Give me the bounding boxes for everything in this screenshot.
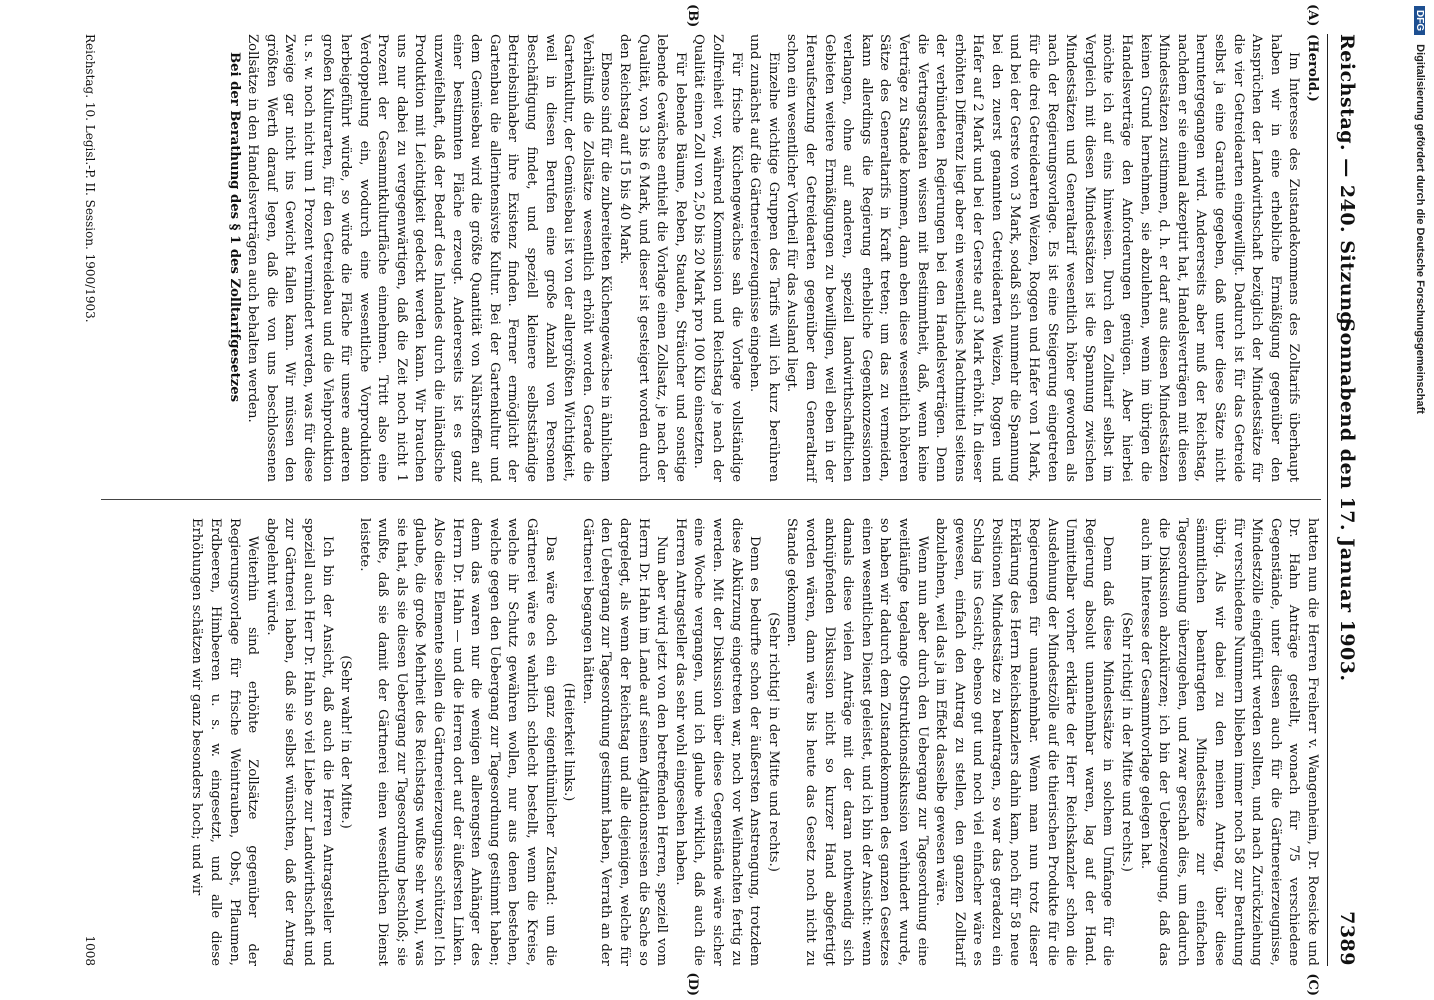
paragraph: Nun aber wird jetzt von den betreffenden Herren, speziell vom Herrn Dr. Hahn im Lande auf seinen Agitationsreisen die Sache so dargelegt, als wenn der Reichstag und alle diejenigen, welche für den Uebergang zur Tagesordnung gestimmt haben, Verrath an der Gärtnerei begangen hätten. [579,518,670,966]
interjection: (Sehr richtig! in der Mitte und rechts.) [1119,612,1135,872]
page-number: 7389 [1336,911,1358,966]
dfg-logo-badge: DFG [1414,6,1425,35]
paragraph: Ebenso sind für die zubereiteten Küchengewächse in ähnlichem Verhältniß die Zollsätze wesentlich erhöht worden. Gerade die Gartenkultur, der Gemüsebau ist von der allergrößten Wichtigkeit, weil in diesen Berufen eine große Anzahl von Personen Beschäftigung findet, und speziell kleinere selbstständige Betriebsinhaber ihre Existenz finden. Ferner ermöglicht der Gartenbau die allerintensivste Kultur. Bei der Gartenkultur und dem Gemüsebau wird die größte Quantität von Nährstoffen auf einer bestimmten Fläche erzeugt. Andererseits ist es ganz unzweifelhaft, daß der Bedarf des Inlandes durch die inländische Produktion mit Leichtigkeit gedeckt werden kann. Wir brauchen uns nur dabei zu vergegenwärtigen, daß die Zeit noch nicht 1 Prozent der Gesammtkulturfläche einnehmen. Tritt also eine Verdoppelung ein, wodurch eine wesentliche Vorproduktion herbeigeführt würde, so würde die Fläche für unsere anderen großen Kulturarten, für den Getreidebau und die Viehproduktion u. s. w. noch nicht um 1 Prozent vermindert werden, was für diese Zweige gar nicht ins Gewicht fallen kann. Wir müssen den größten Werth darauf legen, daß die von uns beschlossenen Zollsätze in den Handelsverträgen auch behalten werden. [245,34,614,482]
header-session: Reichstag. — 240. Sitzung. [1336,34,1358,333]
paragraph: Wenn nun aber durch den Uebergang zur Tagesordnung eine weitläufige tagelange Obstruktionsdiskussion verhindert wurde, so haben wir dadurch dem Zustandekommen des ganzen Gesetzes einen wesentlichen Dienst geleistet, und ich bin der Ansicht: wenn damals diese vielen Anträge mit der daran nothwendig sich anknüpfenden Diskussion nicht so kurzer Hand abgefertigt worden wären, dann wäre bis heute das Gesetz noch nicht zu Stande gekommen. [784,518,930,966]
digitization-note-text: Digitalisierung gefördert durch die Deutsche Forschungsgemeinschaft [1414,44,1426,414]
paragraph: Ich bin der Ansicht, daß auch die Herren Antragsteller und speziell auch Herr Dr. Hahn so viel Liebe zur Landwirthschaft und zur Gärtnerei haben, daß sie selbst wünschten, daß der Antrag abgelehnt würde. [263,518,335,966]
footer-source: Reichstag. 10. Legisl.-P. II. Session. 1900/1903. [83,34,97,323]
interjection: (Sehr wahr! in der Mitte.) [338,655,354,829]
text-columns [101,4,1321,996]
page-header [1332,34,1362,966]
footer-sheet-number: 1008 [83,935,97,966]
digitization-note [1410,6,1426,986]
paragraph: Für frische Küchengewächse sah die Vorlage vollständige Zollfreiheit vor, während Kommission und Reichstag je nach der Qualität einen Zoll von 2,50 bis 20 Mark pro 100 Kilo einsetzten. [691,34,744,482]
margin-marker-a: (A) [1305,4,1320,27]
interjection: (Sehr richtig! in der Mitte und rechts.) [765,612,781,872]
paragraph: Denn es bedurfte schon der äußersten Anstrengung, trotzdem diese Abkürzung eingetreten war, noch vor Weihnachten fertig zu werden. Mit der Diskussion über diese Gegenstände wäre sicher eine Woche vergangen, und ich glaube wirklich, daß auch die Herren Antragsteller das sehr wohl eingesehen haben. [672,518,763,966]
left-column [101,4,1321,482]
paragraph: Im Interesse des Zustandekommens des Zolltarifs überhaupt haben wir in eine erhebliche Ermäßigung gegenüber den Ansprüchen der Landwirthschaft bezüglich der Mindestsätze für die vier Getreidearten eingewilligt. Dadurch ist für das Getreide selbst ja eine Garantie gegeben, daß unter diese Sätze nicht heruntergegangen wird. Andererseits aber muß der Reichstag, nachdem er sie einmal akzeptirt hat, Handelsverträgen mit diesen Mindestsätzen zustimmen, d. h. er darf aus diesen Mindestsätzen keinen Grund hernehmen, sie abzulehnen, wenn im übrigen die Handelsverträge den Anforderungen genügen. Aber hierbei möchte ich auf eins hinweisen. Durch den Zolltarif selbst im Vergleich mit diesen Mindestsätzen ist die Spannung zwischen Mindestsätzen und Generaltarif wesentlich höher geworden als nach der Regierungsvorlage. Es ist eine Steigerung eingetreten für die drei Getreidearten Weizen, Roggen und Hafer von 1 Mark, und bei der Gerste von 3 Mark, sodaß sich nunmehr die Spannung bei den zuerst genannten Getreidearten Weizen, Roggen und Hafer auf 2 Mark und bei der Gerste auf 3 Mark erhöht. In dieser erhöhten Differenz liegt aber ein wesentliches Machtmittel seitens der verbündeten Regierungen bei den Handelsverträgen. Denn die Vertragsstaaten wissen mit Bestimmtheit, daß, wenn keine Verträge zu Stande kommen, dann eben diese wesentlich höheren Sätze des Generaltarifs in Kraft treten; um das zu vermeiden, kann allerdings die Regierung erhebliche Gegenkonzessionen verlangen, ohne auf anderen, speziell landwirthschaftlichen Gebieten weitere Ermäßigungen zu bewilligen, weil eben in der Heraufsetzung der Getreidearten gegenüber dem Generaltarif schon ein wesentlicher Vortheil für das Ausland liegt. [784,34,1302,482]
right-column [101,518,1321,996]
header-date: Sonnabend den 17. Januar 1903. [1336,318,1358,682]
paragraph: Das wäre doch ein ganz eigenthümlicher Zustand: um die Gärtnerei wäre es wahrlich schlecht bestellt, wenn die Kreise, welche ihr Schutz gewähren wollen, nur aus denen bestehen, welche gegen den Uebergang zur Tagesordnung gestimmt haben; denn das waren nur die wenigen allerengsten Anhänger des Herrn Dr. Hahn — und die Herren dort auf der äußersten Linken. Also diese Elemente sollen die Gärtnereierzeugnisse schützen! Ich glaube, die große Mehrheit des Reichstags wußte sehr wohl, was sie that, als sie diesen Uebergang zur Tagesordnung beschloß; sie wußte, daß sie damit der Gärtnerei einen wesentlichen Dienst leistete. [356,518,558,966]
column-divider [101,499,1321,500]
speaker-label: (Herold.) [1305,34,1320,102]
paragraph: Weiterhin sind erhöhte Zollsätze gegenüber der Regierungsvorlage für frische Weintrauben, Obst, Pflaumen, Erdbeeren, Himbeeren u. s. w. eingesetzt, und alle diese Erhöhungen schätzen wir ganz besonders hoch; und wir [189,518,261,966]
margin-marker-d: (D) [685,972,700,996]
margin-marker-b: (B) [685,4,700,28]
page-footer [77,34,97,966]
margin-marker-c: (C) [1305,973,1320,996]
paragraph: hatten nun die Herren Freiherr v. Wangenheim, Dr. Roesicke und Dr. Hahn Anträge gestellt, wonach für 75 verschiedene Gegenstände, unter diesen auch für die Gärtnereierzeugnisse, Mindestzölle eingeführt werden sollten, und nach Zurückziehung für verschiedene Nummern blieben immer noch 58 zur Berathung übrig. Als wir dabei zu den meinen Antrag, über diese sämmtlichen beantragten Mindestsätze zur einfachen Tagesordnung überzugehen, und zwar geschah dies, um dadurch die Diskussion abzukürzen; ich bin der Ueberzeugung, daß das auch im Interesse der Gesammtvorlage gelegen hat. [1137,518,1320,966]
paragraph: Denn daß diese Mindestsätze in solchem Umfange für die Regierung absolut unannehmbar waren, lag auf der Hand. Unmittelbar vorher erklärte der Herr Reichskanzler schon die Ausdehnung der Mindestzölle auf die thierischen Produkte für die Regierungen für unannehmbar. Wenn man nun trotz dieser Erklärung des Herrn Reichskanzlers dahin kam, noch für 58 neue Positionen Mindestsätze zu beantragen, so war das geradezu ein Schlag ins Gesicht; ebenso gut und noch viel einfacher wäre es gewesen, einfach den Antrag zu stellen, den ganzen Zolltarif abzulehnen, weil das ja im Effekt dasselbe gewesen wäre. [933,518,1116,966]
paragraph: Für lebende Bäume, Reben, Stauden, Sträucher und sonstige lebende Gewächse enthielt die Vorlage einen Zollsatz, je nach der Qualität, von 3 bis 6 Mark, und dieser ist gesteigert worden durch den Reichstag auf 15 bis 40 Mark. [617,34,688,482]
interjection: (Heiterkeit links.) [561,682,577,802]
paragraph: Einzelne wichtige Gruppen des Tarifs will ich kurz berühren und zunächst auf die Gärtnereierzeugnisse eingehen. [747,34,781,482]
paragraph: Bei der Berathung des § 1 des Zolltarifgesetzes [226,52,242,403]
header-rule [1327,34,1328,966]
